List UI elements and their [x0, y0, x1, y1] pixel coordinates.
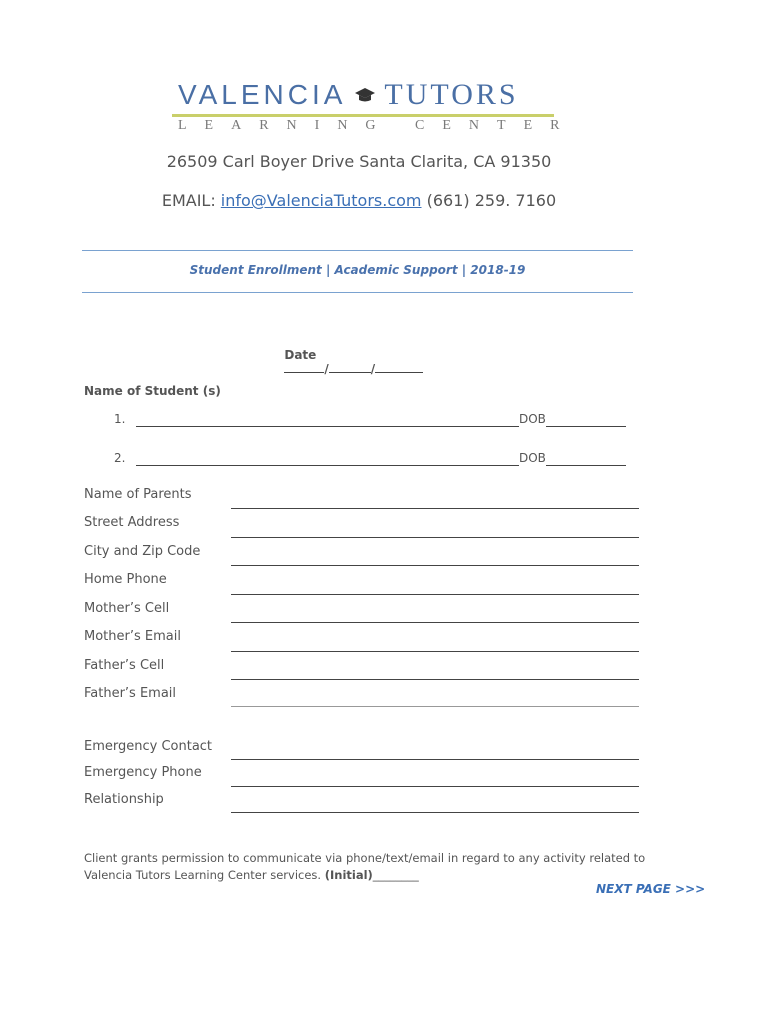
home-phone-field[interactable]	[231, 594, 639, 595]
street-address-field[interactable]	[231, 537, 639, 538]
city-zip-field[interactable]	[231, 565, 639, 566]
student-1-dob-field[interactable]	[546, 426, 626, 427]
student-2-dob-label: DOB	[519, 451, 546, 465]
mother-cell-field[interactable]	[231, 622, 639, 623]
contact-line	[0, 191, 718, 210]
field-label-father-cell: Father’s Cell	[84, 658, 165, 673]
form-title: Student Enrollment | Academic Support | 2018-19	[189, 263, 526, 277]
emergency-contact-field[interactable]	[231, 759, 639, 760]
student-1-name-field[interactable]	[136, 426, 519, 427]
field-label-home-phone: Home Phone	[84, 572, 167, 587]
initial-label: (Initial)	[324, 868, 373, 882]
logo-word-valencia: VALENCIA	[178, 79, 347, 110]
student-2-name-field[interactable]	[136, 465, 519, 466]
date-day-blank[interactable]	[329, 372, 371, 373]
date-year-blank[interactable]	[375, 372, 423, 373]
father-email-field[interactable]	[231, 706, 639, 707]
field-label-emergency-contact: Emergency Contact	[84, 739, 213, 754]
phone-number: (661) 259. 7160	[426, 191, 557, 210]
date-field[interactable]	[276, 334, 423, 376]
mother-email-field[interactable]	[231, 651, 639, 652]
logo-underline	[172, 114, 554, 117]
logo-subtitle: LEARNING CENTER	[178, 118, 578, 133]
email-link[interactable]: info@ValenciaTutors.com	[220, 191, 422, 210]
date-separator: /	[324, 362, 329, 376]
banner-bottom-rule	[82, 292, 633, 293]
permission-statement	[84, 850, 684, 884]
field-label-city-zip: City and Zip Code	[84, 544, 201, 559]
email-label: EMAIL:	[161, 191, 221, 210]
field-label-mother-cell: Mother’s Cell	[84, 601, 170, 616]
graduation-cap-icon	[354, 85, 376, 105]
student-heading: Name of Student (s)	[84, 384, 221, 398]
student-row-2-number: 2.	[114, 451, 126, 465]
logo-word-tutors: TUTORS	[384, 78, 519, 111]
date-label: Date	[284, 348, 317, 362]
emergency-phone-field[interactable]	[231, 786, 639, 787]
student-row-1-number: 1.	[114, 412, 126, 426]
date-separator: /	[370, 362, 376, 376]
field-label-mother-email: Mother’s Email	[84, 629, 181, 644]
next-page-link[interactable]: NEXT PAGE >>>	[596, 882, 706, 896]
logo	[178, 78, 550, 112]
field-label-father-email: Father’s Email	[84, 686, 177, 701]
field-label-street: Street Address	[84, 515, 180, 530]
field-label-parents: Name of Parents	[84, 487, 192, 502]
field-label-relationship: Relationship	[84, 792, 164, 807]
field-label-emergency-phone: Emergency Phone	[84, 765, 202, 780]
permission-text: Client grants permission to communicate via phone/text/email in regard to any activity related to Valencia Tutors Learning Center services.	[84, 851, 646, 882]
date-month-blank[interactable]	[284, 372, 324, 373]
father-cell-field[interactable]	[231, 679, 639, 680]
parents-name-field[interactable]	[231, 508, 639, 509]
student-2-dob-field[interactable]	[546, 465, 626, 466]
banner-top-rule	[82, 250, 633, 251]
relationship-field[interactable]	[231, 812, 639, 813]
student-1-dob-label: DOB	[519, 412, 546, 426]
address: 26509 Carl Boyer Drive Santa Clarita, CA 91350	[166, 152, 552, 171]
initial-field[interactable]: ________	[372, 868, 419, 882]
